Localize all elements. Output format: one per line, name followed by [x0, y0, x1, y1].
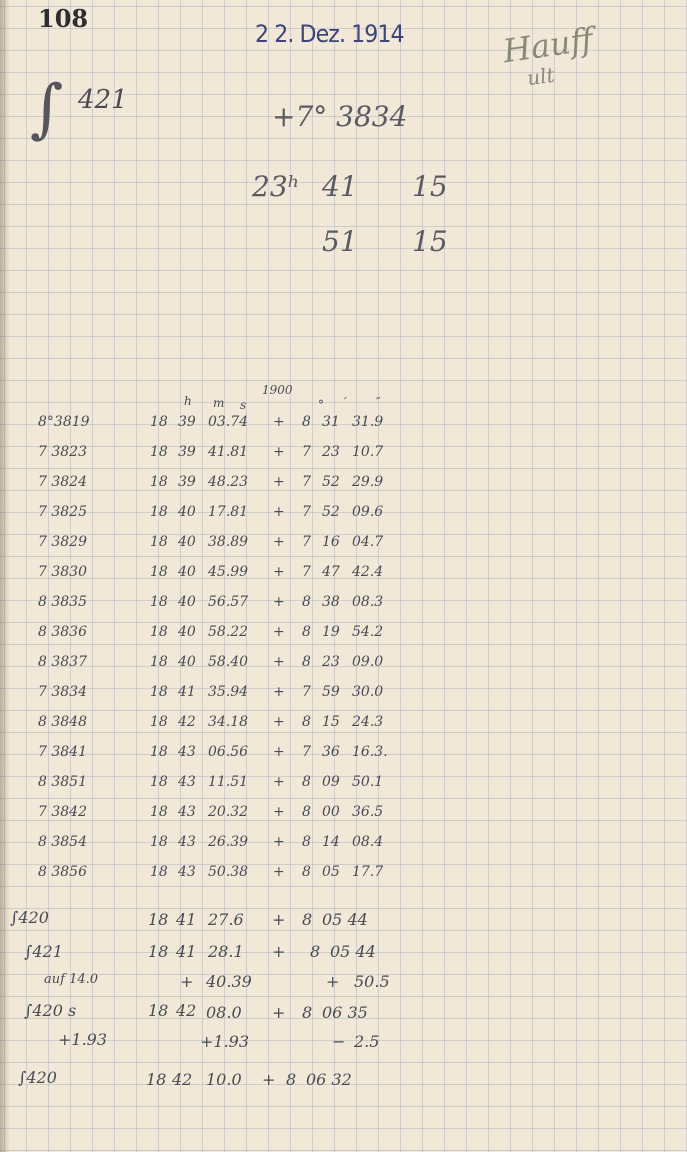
ra-minutes: 40	[178, 504, 196, 520]
ra-hours: 18	[150, 504, 168, 520]
table-row	[0, 504, 687, 534]
dec-arcmin: 15	[322, 714, 340, 730]
dec-arcsec: 16.3.	[352, 744, 388, 760]
dec-arcsec: 10.7	[352, 444, 384, 460]
calc-2-deg: 8	[310, 942, 321, 961]
ra-minutes: 40	[178, 624, 196, 640]
ra-minutes: 40	[178, 654, 196, 670]
unit-h: h	[184, 394, 192, 408]
ra-minutes: 40	[178, 534, 196, 550]
table-row	[0, 804, 687, 834]
calc-1-h: 18	[148, 910, 169, 929]
calc-3-sign: +	[180, 972, 194, 991]
ra-hours: 23ʰ	[252, 170, 300, 203]
ra-seconds: 41.81	[208, 444, 249, 460]
calc-5-s: +1.93	[200, 1032, 250, 1051]
calc-1-label: ∫420	[10, 908, 49, 927]
dec-arcsec: 09.6	[352, 504, 384, 520]
ra-hours: 18	[150, 684, 168, 700]
calc-2-h: 18	[148, 942, 169, 961]
dec-degrees: 7	[302, 474, 311, 490]
table-row	[0, 444, 687, 474]
calc-2-label: ∫421	[24, 942, 63, 961]
dec-degrees: 8	[302, 594, 311, 610]
star-id: 8 3837	[38, 654, 87, 670]
table-row	[0, 474, 687, 504]
note-line3-b: 15	[412, 225, 448, 258]
dec-arcmin: 05	[322, 864, 340, 880]
calc-3-label: auf 14.0	[44, 972, 99, 987]
epoch-label: 1900	[262, 383, 293, 397]
ra-seconds: 26.39	[208, 834, 249, 850]
ra-hours: 18	[150, 774, 168, 790]
dec-arcsec: 54.2	[352, 624, 384, 640]
dec-degrees: 7	[302, 564, 311, 580]
note-line3-a: 51	[322, 225, 358, 258]
dec-sign: +	[273, 504, 285, 520]
dec-sign: +	[273, 804, 285, 820]
ra-minutes: 40	[178, 564, 196, 580]
calc-4-s: 08.0	[206, 1003, 242, 1022]
table-row	[0, 564, 687, 594]
calc-2-m: 41	[176, 942, 197, 961]
ra-hours: 18	[150, 744, 168, 760]
dec-degrees: 8	[302, 624, 311, 640]
unit-arcmin: ′	[344, 395, 347, 409]
dec-sign: +	[273, 864, 285, 880]
ra-seconds: 38.89	[208, 534, 249, 550]
table-row	[0, 414, 687, 444]
calc-2-dec: 05 44	[330, 942, 376, 961]
ra-seconds: 50.38	[208, 864, 249, 880]
dec-arcmin: 23	[322, 444, 340, 460]
signature	[500, 20, 599, 96]
ra-seconds: 58.40	[208, 654, 249, 670]
table-row	[0, 834, 687, 864]
ra-minutes: 43	[178, 774, 196, 790]
calc-6-label: ∫420	[18, 1068, 57, 1087]
calc-1-sign: +	[272, 910, 286, 929]
calc-1-m: 41	[176, 910, 197, 929]
star-id: 7 3824	[38, 474, 87, 490]
star-id: 8°3819	[38, 414, 90, 430]
dec-arcmin: 19	[322, 624, 340, 640]
dec-arcmin: 14	[322, 834, 340, 850]
dec-arcsec: 50.1	[352, 774, 384, 790]
calc-1-s: 27.6	[208, 910, 244, 929]
page-number: 108	[38, 4, 89, 33]
ra-hours: 18	[150, 624, 168, 640]
calc-4-h: 18	[148, 1001, 169, 1020]
ra-seconds: 20.32	[208, 804, 249, 820]
ra-seconds: 03.74	[208, 414, 249, 430]
calc-1-dec: 05 44	[322, 910, 368, 929]
dec-sign: +	[273, 474, 285, 490]
calc-1-deg: 8	[302, 910, 313, 929]
dec-sign: +	[273, 714, 285, 730]
calc-6-deg: 8	[286, 1070, 297, 1089]
dec-sign: +	[273, 654, 285, 670]
ra-hours: 18	[150, 834, 168, 850]
star-id: 8 3835	[38, 594, 87, 610]
ra-seconds: 17.81	[208, 504, 249, 520]
dec-degrees: 7	[302, 744, 311, 760]
dec-arcmin: 52	[322, 504, 340, 520]
table-row	[0, 864, 687, 894]
dec-arcmin: 09	[322, 774, 340, 790]
dec-arcmin: 52	[322, 474, 340, 490]
ra-minutes: 41	[178, 684, 196, 700]
table-row	[0, 624, 687, 654]
integral-symbol: ∫	[30, 72, 64, 146]
ra-seconds: 11.51	[208, 774, 249, 790]
dec-sign: +	[273, 684, 285, 700]
ra-seconds: 35.94	[208, 684, 249, 700]
star-id: 7 3841	[38, 744, 87, 760]
dec-arcmin: 16	[322, 534, 340, 550]
ra-hours: 18	[150, 474, 168, 490]
ra-hours: 18	[150, 534, 168, 550]
ra-minutes: 39	[178, 444, 196, 460]
star-id: 7 3830	[38, 564, 87, 580]
table-row	[0, 684, 687, 714]
calc-4-dec: 06 35	[322, 1003, 368, 1022]
dec-arcsec: 17.7	[352, 864, 384, 880]
dec-arcsec: 24.3	[352, 714, 384, 730]
calc-6-h: 18	[146, 1070, 167, 1089]
star-id: 8 3836	[38, 624, 87, 640]
dec-sign: +	[273, 414, 285, 430]
calc-2-s: 28.1	[208, 942, 244, 961]
calc-6-m: 42	[172, 1070, 193, 1089]
ra-minutes: 43	[178, 834, 196, 850]
calc-2-sign: +	[272, 942, 286, 961]
table-row	[0, 774, 687, 804]
unit-m: m	[213, 396, 225, 410]
ra-minutes: 43	[178, 744, 196, 760]
dec-degrees: 7	[302, 684, 311, 700]
star-id: 8 3856	[38, 864, 87, 880]
dec-degrees: 8	[302, 714, 311, 730]
dec-sign: +	[273, 744, 285, 760]
dec-arcsec: 08.4	[352, 834, 384, 850]
dec-sign: +	[273, 594, 285, 610]
calc-4-m: 42	[176, 1001, 197, 1020]
ra-hours: 18	[150, 654, 168, 670]
ra-minutes: 42	[178, 714, 196, 730]
calc-4-sign: +	[272, 1003, 286, 1022]
table-row	[0, 744, 687, 774]
calc-3-dec: 50.5	[354, 972, 390, 991]
table-row	[0, 594, 687, 624]
ra-seconds: 06.56	[208, 744, 249, 760]
dec-arcmin: 00	[322, 804, 340, 820]
calc-3-s: 40.39	[206, 972, 252, 991]
dec-arcmin: 36	[322, 744, 340, 760]
dec-arcsec: 30.0	[352, 684, 384, 700]
table-row	[0, 534, 687, 564]
ra-minutes: 39	[178, 474, 196, 490]
unit-deg: °	[318, 398, 324, 412]
calc-3-sign2: +	[326, 972, 340, 991]
ra-seconds: 45.99	[208, 564, 249, 580]
star-id: 7 3829	[38, 534, 87, 550]
calc-6-dec: 06 32	[306, 1070, 352, 1089]
ra-hours: 18	[150, 444, 168, 460]
ra-hours: 18	[150, 864, 168, 880]
dec-degrees: 7	[302, 504, 311, 520]
dec-degrees: 8	[302, 654, 311, 670]
dec-sign: +	[273, 834, 285, 850]
star-id: 8 3848	[38, 714, 87, 730]
star-id: 7 3825	[38, 504, 87, 520]
dec-arcmin: 38	[322, 594, 340, 610]
ra-minutes: 41	[322, 170, 358, 203]
declination-note: +7° 3834	[272, 100, 408, 133]
unit-arcsec: ″	[376, 395, 381, 409]
dec-arcsec: 04.7	[352, 534, 384, 550]
dec-arcsec: 09.0	[352, 654, 384, 670]
calc-6-s: 10.0	[206, 1070, 242, 1089]
dec-degrees: 8	[302, 414, 311, 430]
ra-minutes: 40	[178, 594, 196, 610]
dec-degrees: 7	[302, 534, 311, 550]
ra-hours: 18	[150, 714, 168, 730]
dec-arcsec: 08.3	[352, 594, 384, 610]
dec-sign: +	[273, 444, 285, 460]
integral-label: 421	[78, 85, 128, 115]
ra-seconds: 56.57	[208, 594, 249, 610]
signature-line-2: ult	[525, 62, 557, 91]
calc-5-dec: 2.5	[354, 1032, 380, 1051]
ra-seconds: 15	[412, 170, 448, 203]
dec-arcsec: 36.5	[352, 804, 384, 820]
calc-6-sign: +	[262, 1070, 276, 1089]
ra-hours: 18	[150, 414, 168, 430]
dec-sign: +	[273, 774, 285, 790]
date-stamp: 2 2. Dez. 1914	[255, 20, 404, 48]
calc-4-deg: 8	[302, 1003, 313, 1022]
ra-minutes: 43	[178, 804, 196, 820]
dec-arcmin: 59	[322, 684, 340, 700]
calc-5-sign2: −	[332, 1032, 346, 1051]
table-row	[0, 654, 687, 684]
signature-line-1: Hauff	[500, 20, 596, 71]
dec-arcsec: 29.9	[352, 474, 384, 490]
star-id: 7 3842	[38, 804, 87, 820]
table-row	[0, 714, 687, 744]
dec-arcmin: 23	[322, 654, 340, 670]
dec-sign: +	[273, 564, 285, 580]
dec-sign: +	[273, 624, 285, 640]
ra-seconds: 34.18	[208, 714, 249, 730]
calc-5-label: +1.93	[58, 1030, 108, 1049]
star-id: 7 3823	[38, 444, 87, 460]
star-id: 8 3851	[38, 774, 87, 790]
dec-arcsec: 31.9	[352, 414, 384, 430]
ra-seconds: 48.23	[208, 474, 249, 490]
dec-degrees: 8	[302, 864, 311, 880]
dec-degrees: 8	[302, 804, 311, 820]
dec-degrees: 8	[302, 834, 311, 850]
dec-arcsec: 42.4	[352, 564, 384, 580]
star-id: 8 3854	[38, 834, 87, 850]
ra-hours: 18	[150, 564, 168, 580]
ra-minutes: 43	[178, 864, 196, 880]
dec-arcmin: 47	[322, 564, 340, 580]
ra-hours: 18	[150, 594, 168, 610]
calc-4-label: ∫420 s	[24, 1001, 77, 1020]
dec-arcmin: 31	[322, 414, 340, 430]
unit-s: s	[240, 398, 247, 412]
dec-degrees: 7	[302, 444, 311, 460]
star-id: 7 3834	[38, 684, 87, 700]
ra-hours: 18	[150, 804, 168, 820]
dec-sign: +	[273, 534, 285, 550]
ra-minutes: 39	[178, 414, 196, 430]
dec-degrees: 8	[302, 774, 311, 790]
ra-seconds: 58.22	[208, 624, 249, 640]
